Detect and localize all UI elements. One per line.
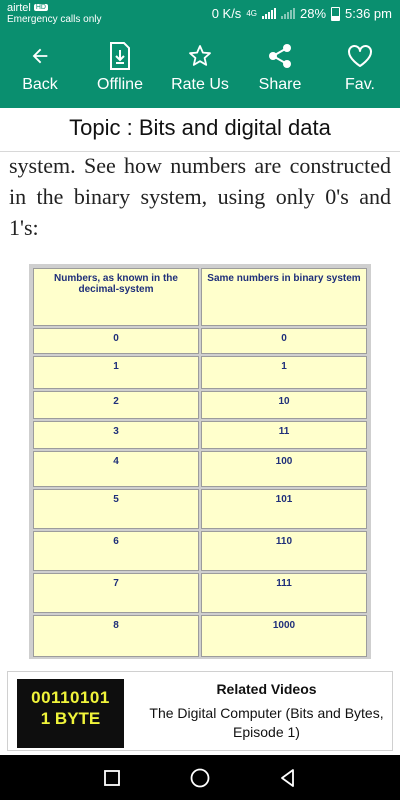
decimal-cell: 0	[33, 328, 199, 354]
table-row	[33, 391, 367, 419]
download-file-icon	[106, 42, 134, 70]
rate-us-label: Rate Us	[171, 76, 229, 93]
arrow-left-icon	[26, 42, 54, 70]
decimal-cell: 4	[33, 451, 199, 487]
back-button[interactable]	[0, 28, 80, 108]
related-videos-title: Related Videos	[216, 681, 317, 697]
table-row	[33, 615, 367, 657]
recent-apps-button[interactable]	[97, 763, 127, 793]
heart-icon	[346, 42, 374, 70]
offline-button[interactable]	[80, 28, 160, 108]
thumbnail-line-2: 1 BYTE	[40, 709, 101, 728]
toolbar	[0, 28, 400, 108]
navigation-bar	[0, 755, 400, 800]
table-row	[33, 328, 367, 354]
binary-cell: 110	[201, 531, 367, 571]
square-icon	[103, 769, 121, 787]
network-type: 4G	[246, 9, 257, 18]
binary-cell: 11	[201, 421, 367, 449]
table-row	[33, 421, 367, 449]
table-row	[33, 451, 367, 487]
topic-title: Topic : Bits and digital data	[0, 108, 400, 152]
back-label: Back	[22, 76, 58, 93]
circle-icon	[189, 767, 211, 789]
decimal-cell: 8	[33, 615, 199, 657]
signal-2-icon	[281, 8, 295, 19]
signal-icon	[262, 8, 276, 19]
binary-cell: 10	[201, 391, 367, 419]
triangle-back-icon	[278, 768, 298, 788]
binary-cell: 1000	[201, 615, 367, 657]
offline-label: Offline	[97, 76, 143, 93]
table-header-decimal: Numbers, as known in the decimal-system	[33, 268, 199, 326]
binary-cell: 111	[201, 573, 367, 613]
decimal-cell: 6	[33, 531, 199, 571]
video-thumbnail[interactable]	[17, 679, 124, 748]
star-icon	[186, 42, 214, 70]
decimal-cell: 1	[33, 356, 199, 389]
table-row	[33, 531, 367, 571]
status-bar	[0, 0, 400, 28]
battery-icon	[331, 7, 340, 21]
share-icon	[266, 42, 294, 70]
content-paragraph: system. See how numbers are constructed in the binary system, using only 0's and 1's:	[9, 153, 391, 240]
carrier-label: airtel HD	[7, 2, 46, 14]
binary-cell: 100	[201, 451, 367, 487]
table-header-binary: Same numbers in binary system	[201, 268, 367, 326]
related-video-link[interactable]: The Digital Computer (Bits and Bytes, Episode 1)	[149, 705, 384, 740]
table-row	[33, 489, 367, 529]
decimal-cell: 2	[33, 391, 199, 419]
home-button[interactable]	[185, 763, 215, 793]
net-speed: 0 K/s	[211, 6, 242, 21]
battery-percent: 28%	[299, 6, 327, 21]
favorite-button[interactable]	[320, 28, 400, 108]
share-label: Share	[258, 76, 302, 93]
binary-cell: 1	[201, 356, 367, 389]
table-row	[33, 573, 367, 613]
table-row	[33, 356, 367, 389]
share-button[interactable]	[240, 28, 320, 108]
clock: 5:36 pm	[345, 6, 392, 21]
back-nav-button[interactable]	[273, 763, 303, 793]
binary-cell: 0	[201, 328, 367, 354]
emergency-label: Emergency calls only	[7, 14, 102, 25]
decimal-cell: 3	[33, 421, 199, 449]
thumbnail-line-1: 00110101	[31, 688, 110, 707]
rate-us-button[interactable]	[160, 28, 240, 108]
status-icons	[212, 6, 392, 21]
decimal-cell: 7	[33, 573, 199, 613]
binary-cell: 101	[201, 489, 367, 529]
decimal-cell: 5	[33, 489, 199, 529]
favorite-label: Fav.	[345, 76, 375, 93]
binary-table	[29, 264, 371, 659]
hd-badge: HD	[35, 4, 46, 11]
